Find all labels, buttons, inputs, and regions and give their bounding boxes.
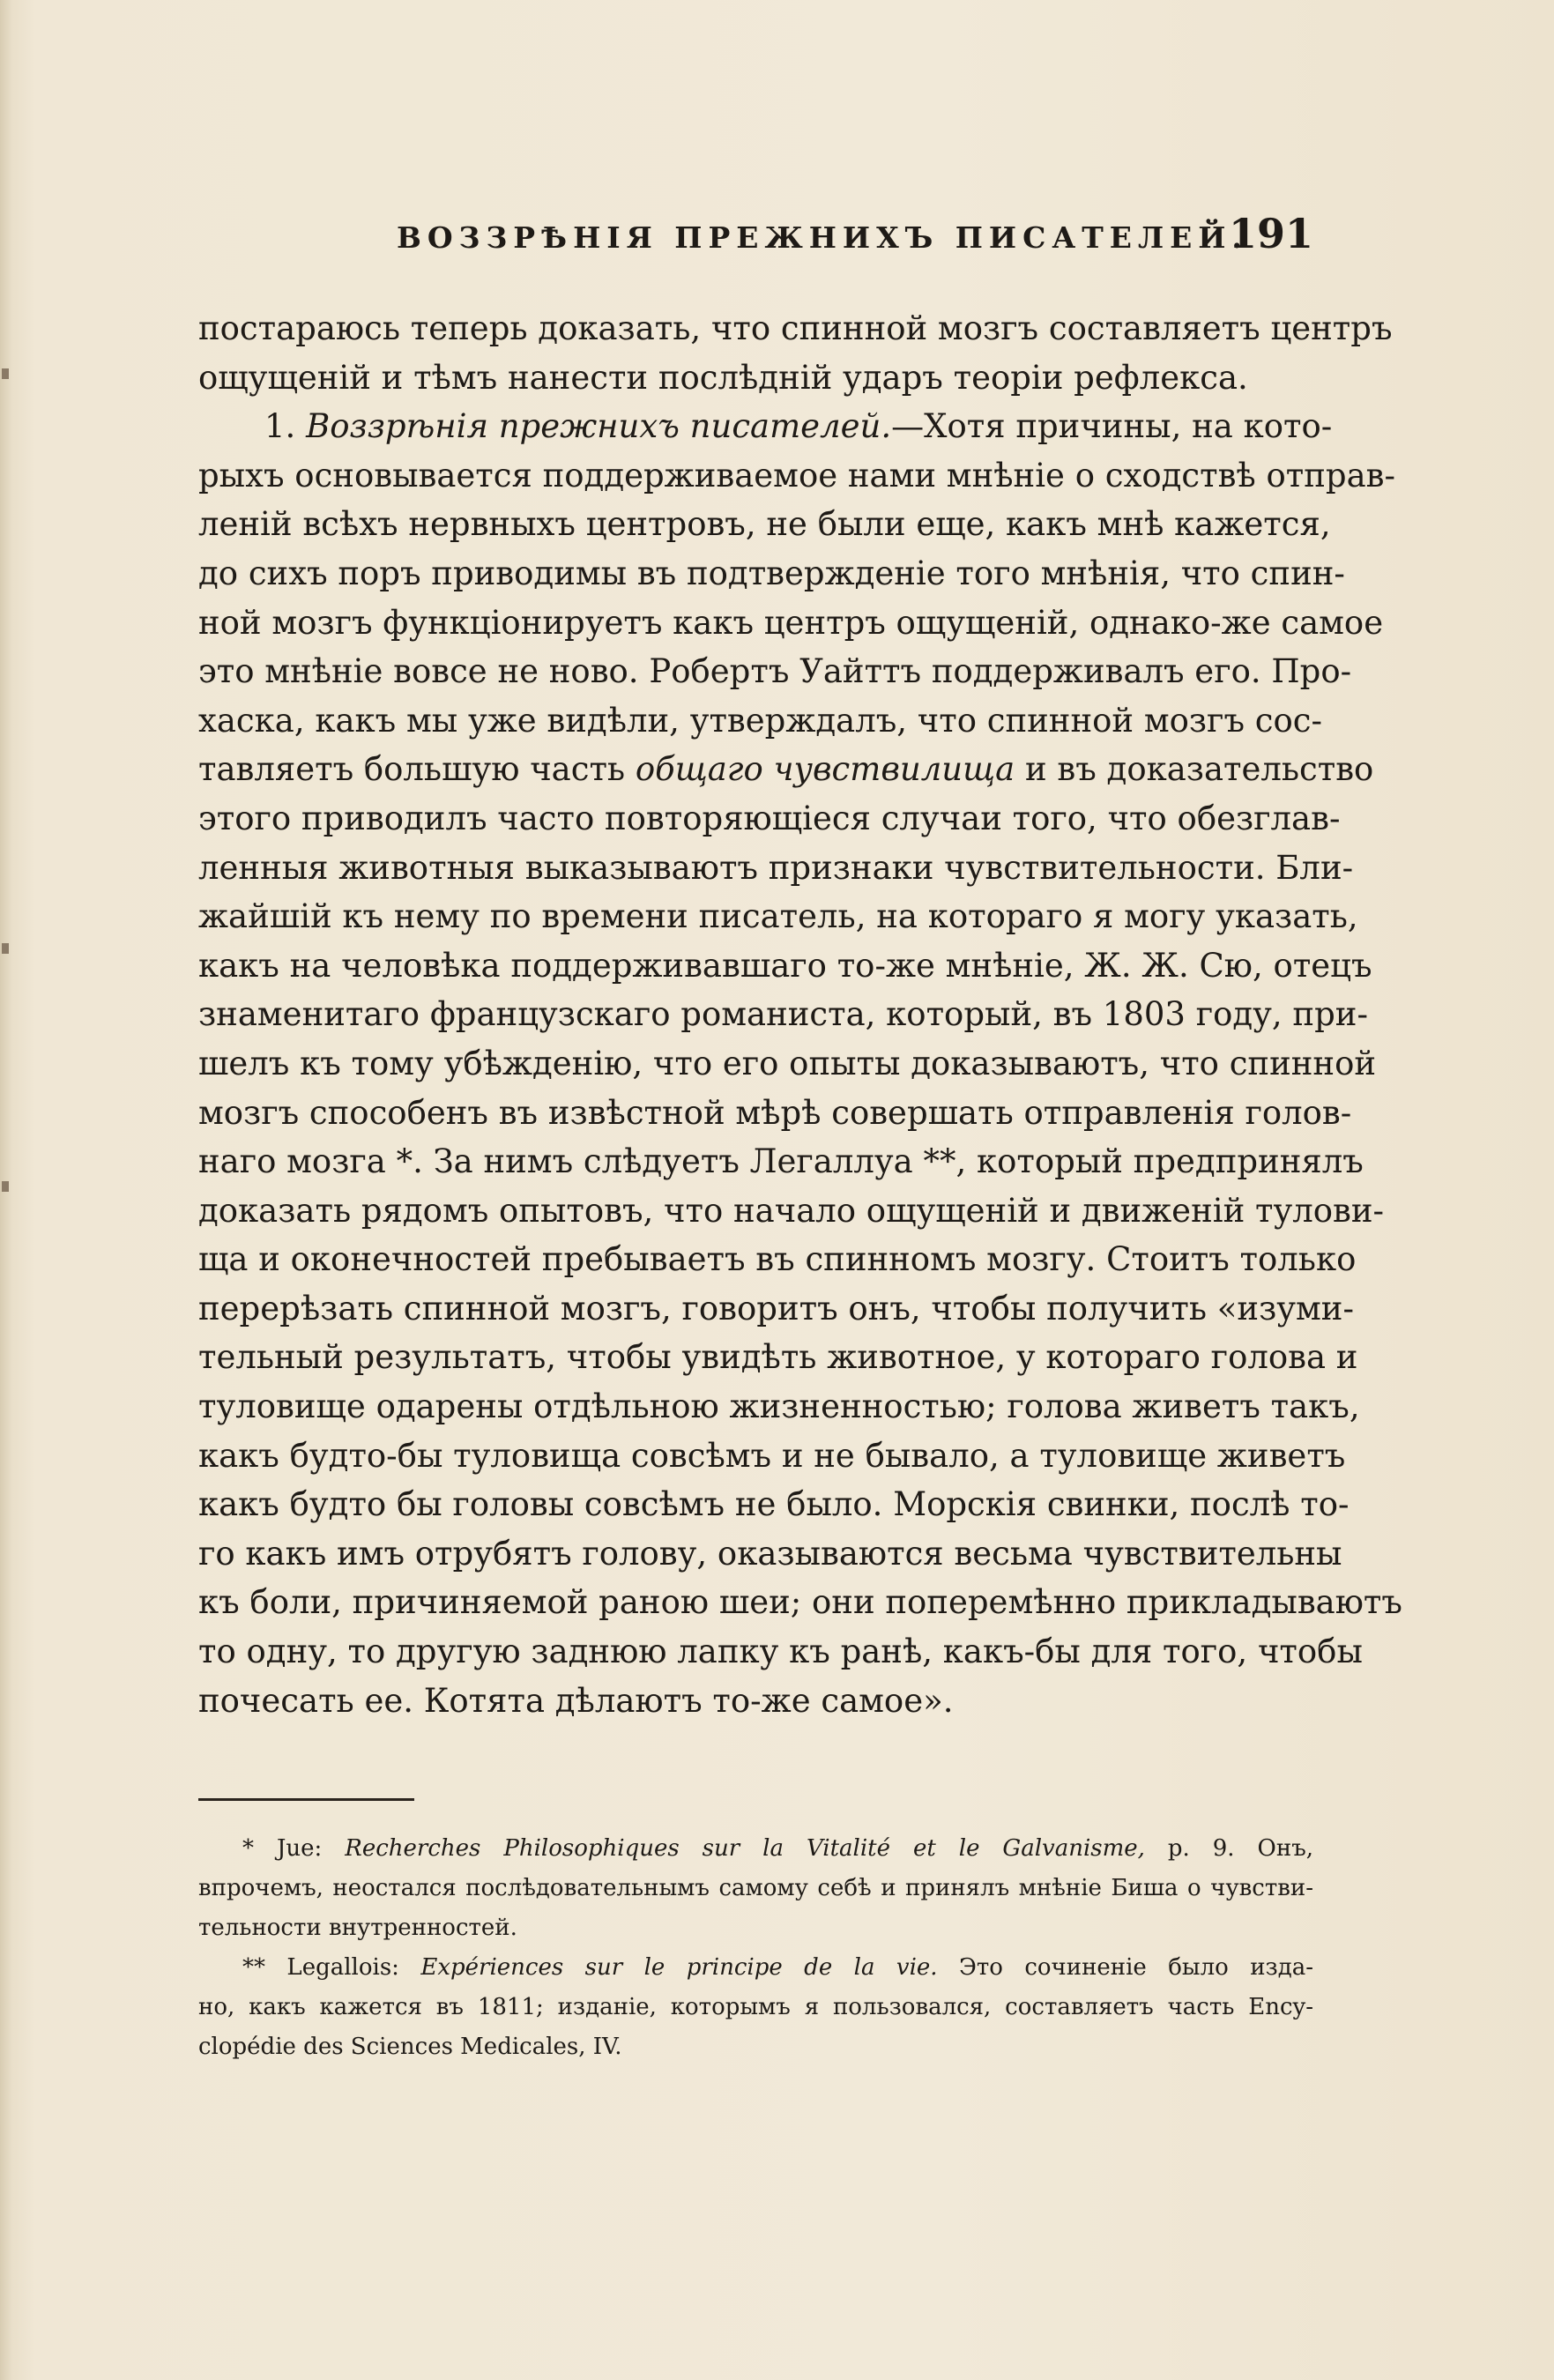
text-line: наго мозга *. За нимъ слѣдуетъ Легаллуа **, который предпринялъ (198, 1142, 1364, 1181)
text-line: хаска, какъ мы уже видѣли, утверждалъ, что спинной мозгъ сос- (198, 701, 1322, 740)
text-segment: Это сочиненіе было изда- (937, 1954, 1313, 1981)
text-line: рыхъ основывается поддерживаемое нами мнѣніе о сходствѣ отправ- (198, 456, 1395, 495)
text-line (198, 745, 1374, 794)
running-title: ВОЗЗРѢНІЯ ПРЕЖНИХЪ ПИСАТЕЛЕЙ. (397, 220, 1248, 255)
text-line: знаменитаго французскаго романиста, который, въ 1803 году, при- (198, 995, 1368, 1034)
margin-mark (2, 368, 9, 379)
text-line: постараюсь теперь доказать, что спинной мозгъ составляетъ центръ (198, 309, 1393, 347)
text-line: какъ будто-бы туловища совсѣмъ и не бывало, а туловище живетъ (198, 1436, 1346, 1475)
text-line: къ боли, причиняемой раною шеи; они поперемѣнно прикладываютъ (198, 1583, 1402, 1622)
body-text (198, 304, 1402, 1725)
text-line: леній всѣхъ нервныхъ центровъ, не были еще, какъ мнѣ кажется, (198, 505, 1331, 544)
text-segment: ** Legallois: (242, 1954, 421, 1981)
text-line: ща и оконечностей пребываетъ въ спинномъ мозгу. Стоитъ только (198, 1240, 1357, 1279)
text-line: ощущеній и тѣмъ нанести послѣдній ударъ теоріи рефлекса. (198, 358, 1248, 397)
text-line: мозгъ способенъ въ извѣстной мѣрѣ совершать отправленія голов- (198, 1093, 1352, 1132)
text-line: тельный результатъ, чтобы увидѣть животное, у котораго голова и (198, 1338, 1358, 1377)
text-line: го какъ имъ отрубятъ голову, оказываются весьма чувствительны (198, 1534, 1342, 1573)
footnote-line: но, какъ кажется въ 1811; изданіе, которымъ я пользовался, составляетъ часть Ency- (198, 1994, 1313, 2020)
running-head (198, 210, 1313, 263)
text-line: доказать рядомъ опытовъ, что начало ощущеній и движеній тулови- (198, 1191, 1385, 1230)
footnote-line (198, 1829, 1313, 1869)
text-segment: и въ доказательство (1015, 750, 1374, 789)
text-line: шелъ къ тому убѣжденію, что его опыты доказываютъ, что спинной (198, 1044, 1377, 1082)
text-line: какъ будто бы головы совсѣмъ не было. Морскія свинки, послѣ то- (198, 1485, 1350, 1524)
text-segment: —Хотя причины, на кото- (891, 407, 1333, 446)
footnote-line (198, 1948, 1313, 1988)
footnote-line: впрочемъ, неостался послѣдовательнымъ самому себѣ и принялъ мнѣніе Биша о чувстви- (198, 1875, 1313, 1901)
text-line: до сихъ поръ приводимы въ подтвержденіе того мнѣнія, что спин- (198, 554, 1345, 592)
text-segment: p. 9. Онъ, (1144, 1835, 1313, 1862)
text-segment: * Jue: (242, 1835, 346, 1862)
text-line: туловище одарены отдѣльною жизненностью; голова живетъ такъ, (198, 1387, 1360, 1426)
text-line: ной мозгъ функціонируетъ какъ центръ ощущеній, однако-же самое (198, 603, 1384, 642)
page-number: 191 (1228, 210, 1313, 257)
text-line (198, 402, 1333, 451)
footnote-rule (198, 1798, 414, 1801)
italic-text: общаго чувствилища (635, 750, 1015, 789)
text-line: какъ на человѣка поддерживавшаго то-же мнѣніе, Ж. Ж. Сю, отецъ (198, 946, 1372, 985)
margin-mark (2, 943, 9, 954)
text-line: этого приводилъ часто повторяющіеся случаи того, что обезглав- (198, 799, 1341, 837)
text-line: жайшій къ нему по времени писатель, на котораго я могу указать, (198, 897, 1358, 936)
text-segment: тавляетъ большую часть (198, 750, 636, 789)
footnotes (198, 1829, 1313, 2067)
italic-text: Expériences sur le principe de la vie. (420, 1954, 938, 1981)
text-line: то одну, то другую заднюю лапку къ ранѣ, какъ-бы для того, чтобы (198, 1633, 1363, 1671)
text-line: это мнѣніе вовсе не ново. Робертъ Уайттъ поддерживалъ его. Про- (198, 652, 1352, 691)
text-line: почесать ее. Котята дѣлаютъ то-же самое». (198, 1681, 954, 1720)
footnote-line: clopédie des Sciences Medicales, IV. (198, 2034, 622, 2060)
italic-text: Воззрѣнія прежнихъ писателей. (306, 407, 892, 446)
text-line: ленныя животныя выказываютъ признаки чувствительности. Бли- (198, 848, 1354, 887)
margin-mark (2, 1181, 9, 1192)
italic-text: Recherches Philosophiques sur la Vitalité et le Galvanisme, (345, 1835, 1145, 1862)
text-segment: 1. (264, 407, 307, 446)
text-line: перерѣзать спинной мозгъ, говоритъ онъ, чтобы получить «изуми- (198, 1289, 1354, 1328)
footnote-line: тельности внутренностей. (198, 1915, 517, 1941)
